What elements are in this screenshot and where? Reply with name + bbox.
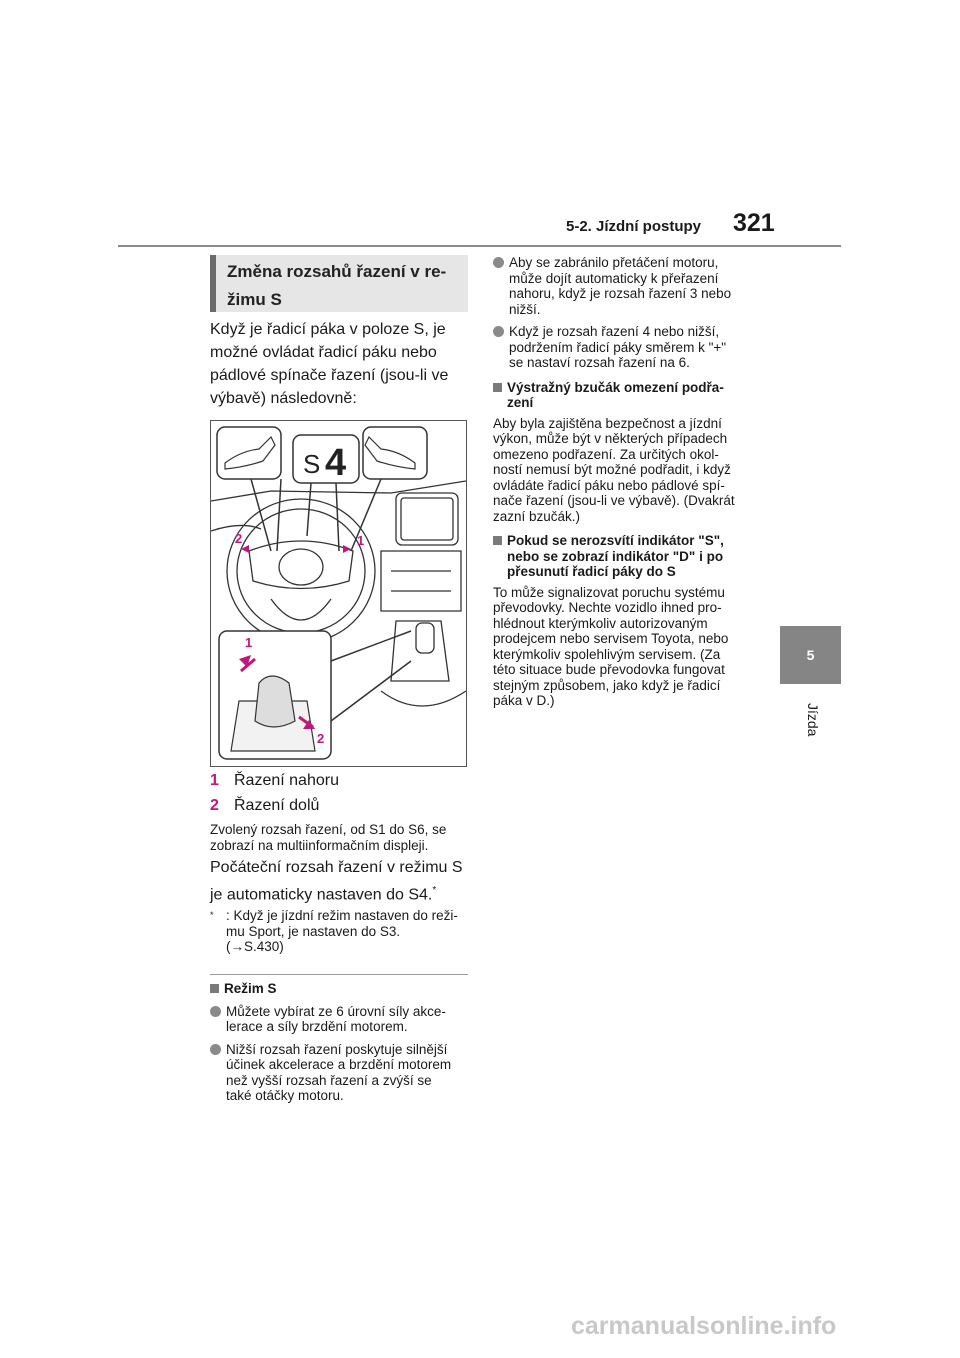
text-line: páka v D.) bbox=[493, 693, 555, 708]
text-line: lerace a síly brzdění motorem. bbox=[226, 1019, 408, 1034]
text-line: může dojít automaticky k přeřazení bbox=[509, 270, 719, 286]
display-letter: S bbox=[303, 449, 321, 479]
text-line: mu Sport, je nastaven do S3. bbox=[226, 923, 401, 939]
legend-item bbox=[210, 772, 470, 790]
bullet-item bbox=[493, 255, 751, 317]
text-line: Zvolený rozsah řazení, od S1 do S6, se bbox=[210, 822, 447, 837]
bullet-item bbox=[210, 1004, 472, 1035]
legend-number: 1 bbox=[210, 772, 219, 789]
chapter-tab[interactable] bbox=[780, 626, 841, 684]
text-line bbox=[210, 879, 472, 906]
paddle-inset-right bbox=[363, 427, 427, 479]
section-heading bbox=[210, 255, 468, 312]
text-line: Nižší rozsah řazení poskytuje silnější bbox=[226, 1041, 448, 1057]
square-bullet-icon bbox=[493, 383, 502, 392]
round-bullet-icon bbox=[210, 1044, 221, 1055]
square-bullet-icon bbox=[210, 984, 219, 993]
text-line: také otáčky motoru. bbox=[226, 1088, 344, 1103]
footnote bbox=[210, 908, 472, 955]
text-line: ovládáte řadicí páku nebo pádlové spí- bbox=[493, 477, 725, 493]
text-line: prodejcem nebo servisem Toyota, nebo bbox=[493, 631, 729, 646]
text-line: hlédnout kterýmkoliv autorizovaným bbox=[493, 615, 708, 631]
callout-number: 2 bbox=[235, 531, 243, 546]
steering-shift-illustration bbox=[210, 420, 467, 767]
default-range-note bbox=[210, 856, 472, 906]
mode-s-section bbox=[210, 981, 472, 1104]
text-line: : Když je jízdní režim nastaven do reži- bbox=[226, 908, 458, 923]
round-bullet-icon bbox=[493, 326, 504, 337]
shifter-inset bbox=[219, 631, 331, 759]
display-note bbox=[210, 822, 472, 853]
text-line: se nastaví rozsah řazení na 6. bbox=[509, 355, 690, 370]
chapter-number: 5 bbox=[806, 647, 815, 663]
text-line: To může signalizovat poruchu systému bbox=[493, 584, 725, 600]
text-line: podržením řadicí páky směrem k "+" bbox=[509, 339, 727, 355]
text-line: výkon, může být v některých případech bbox=[493, 431, 728, 446]
header-divider bbox=[118, 245, 841, 247]
section-heading-line: žimu S bbox=[227, 290, 282, 309]
square-bullet-icon bbox=[493, 536, 502, 545]
callout-number: 1 bbox=[357, 533, 365, 548]
illustration-svg bbox=[211, 421, 466, 766]
text-line: účinek akcelerace a brzdění motorem bbox=[226, 1057, 452, 1072]
text-line: stejným způsobem, jako když je řadicí bbox=[493, 677, 721, 693]
text-line: omezeno podřazení. Za určitých okol- bbox=[493, 446, 719, 462]
text-line: převodovky. Nechte vozidlo ihned pro- bbox=[493, 600, 722, 615]
text-line: výbavě) následovně: bbox=[210, 390, 357, 407]
callout-number: 2 bbox=[317, 731, 325, 746]
text-line: nižší. bbox=[509, 301, 541, 317]
chapter-label: Jízda bbox=[805, 703, 821, 737]
legend-label: Řazení nahoru bbox=[234, 772, 339, 789]
buzzer-paragraph bbox=[493, 416, 751, 525]
text-line: Počáteční rozsah řazení v režimu S bbox=[210, 859, 463, 876]
gear-display-inset bbox=[293, 435, 359, 484]
legend-number: 2 bbox=[210, 797, 219, 814]
section-heading-line: Změna rozsahů řazení v re- bbox=[227, 262, 447, 281]
round-bullet-icon bbox=[210, 1006, 221, 1017]
page-reference-link[interactable]: (→S.430) bbox=[226, 939, 284, 954]
footnote-marker: * bbox=[432, 885, 437, 896]
indicator-paragraph bbox=[493, 585, 751, 709]
text-line: zobrazí na multiinformačním displeji. bbox=[210, 837, 429, 853]
watermark: carmanualsonline.info bbox=[571, 1312, 837, 1340]
callout-number: 1 bbox=[245, 635, 253, 650]
round-bullet-icon bbox=[493, 257, 504, 268]
text-line: Můžete vybírat ze 6 úrovní síly akce- bbox=[226, 1003, 446, 1019]
bullet-item bbox=[493, 324, 751, 371]
footnote-line-prefix: * bbox=[210, 910, 214, 920]
subheading: Výstražný bzučák omezení podřa- zení bbox=[493, 380, 751, 411]
text-fragment: je automaticky nastaven do S4. bbox=[210, 886, 433, 904]
text-line: než vyšší rozsah řazení a zvýší se bbox=[226, 1072, 432, 1088]
text-line: kterýmkoliv spolehlivým servisem. (Za bbox=[493, 646, 721, 662]
section-reference: 5-2. Jízdní postupy bbox=[566, 218, 702, 235]
text-line: zazní bzučák.) bbox=[493, 508, 581, 524]
page-number: 321 bbox=[733, 209, 775, 237]
legend-item bbox=[210, 797, 470, 815]
text-line: možné ovládat řadicí páku nebo bbox=[210, 344, 437, 361]
section-divider bbox=[210, 974, 468, 975]
text-line: této situace bude převodovka fungovat bbox=[493, 662, 725, 677]
bullet-item bbox=[210, 1042, 472, 1104]
right-column bbox=[493, 255, 751, 709]
arrow-marker bbox=[343, 545, 351, 553]
paddle-inset-left bbox=[217, 427, 281, 479]
subheading: Pokud se nerozsvítí indikátor "S", nebo se zobrazí indikátor "D" i po přesunutí řadicí páky do S bbox=[493, 533, 751, 580]
display-number: 4 bbox=[325, 442, 347, 484]
text-line: nahoru, když je rozsah řazení 3 nebo bbox=[509, 286, 732, 301]
intro-paragraph bbox=[210, 318, 470, 410]
text-line: ností nemusí být možné podřadit, i když bbox=[493, 462, 731, 477]
text-line: Aby byla zajištěna bezpečnost a jízdní bbox=[493, 415, 722, 431]
legend-label: Řazení dolů bbox=[234, 797, 320, 814]
subheading: Režim S bbox=[210, 981, 472, 997]
text-line: nače řazení (jsou-li ve výbavě). (Dvakrát bbox=[493, 493, 735, 508]
text-line: Když je rozsah řazení 4 nebo nižší, bbox=[509, 324, 720, 339]
text-line: pádlové spínače řazení (jsou-li ve bbox=[210, 367, 449, 384]
text-line: Aby se zabránilo přetáčení motoru, bbox=[509, 255, 719, 270]
text-line: Když je řadicí páka v poloze S, je bbox=[210, 321, 446, 338]
